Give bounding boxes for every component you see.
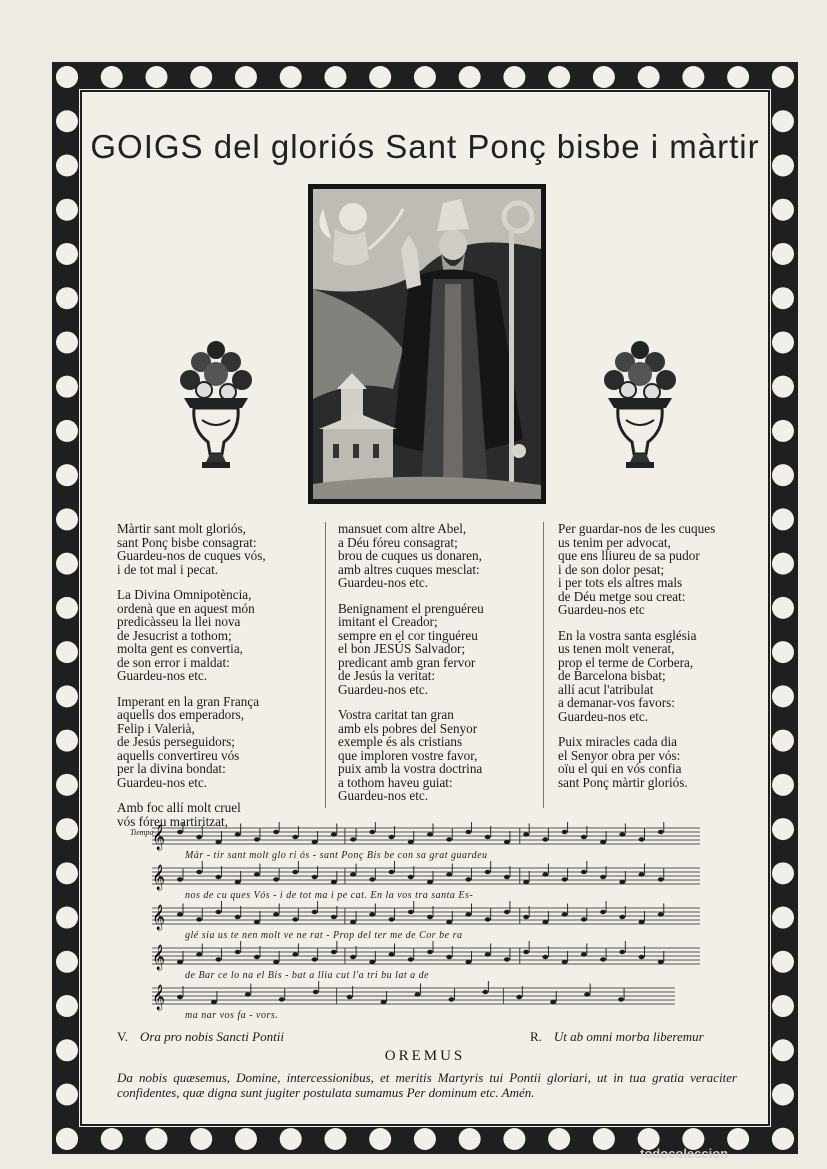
flower-vase-left [176, 330, 256, 480]
verse-line: de Déu metge sou creat: [558, 588, 686, 604]
music-note [254, 920, 260, 924]
verse-line: Felip i Valerià, [117, 720, 195, 736]
oremus-prayer: Da nobis quæsemus, Domine, intercessionibus, et meritis Martyris tui Pontii gloriari, ut in tua gratia veraciter confidentes, quæ digna sunt jugiter postulata sumamus Per dominum etc. Amén. [117, 1070, 737, 1100]
music-note [485, 917, 491, 921]
music-note [215, 840, 221, 844]
music-note [369, 830, 375, 834]
verse-line: el Senyor obra per vós: [558, 747, 681, 763]
verse-line: aquells convertireu vós [117, 747, 240, 763]
music-note [273, 912, 279, 916]
verse-line: de son error i maldat: [117, 654, 230, 670]
verse-line: us tenim per advocat, [558, 534, 671, 550]
music-note [235, 880, 241, 884]
music-note [273, 960, 279, 964]
verse-column-3 [558, 522, 748, 789]
music-note [273, 877, 279, 881]
verse-line: Guardeu-nos etc. [117, 668, 208, 683]
music-note [177, 830, 183, 834]
verse-line: En la vostra santa església [558, 627, 697, 643]
verse-line: sant Ponç màrtir gloriós. [558, 774, 688, 790]
music-note [600, 840, 606, 844]
music-note [292, 952, 298, 956]
treble-clef-icon: 𝄞 [152, 905, 166, 930]
watermark-logo: todocoleccion [640, 1146, 729, 1161]
music-note [235, 950, 241, 954]
music-note [292, 870, 298, 874]
verse-line: Guardeu-nos etc. [117, 774, 208, 790]
music-note [446, 955, 452, 959]
verse-line: de Jesús la veritat: [338, 668, 436, 683]
response-label: R. [530, 1029, 542, 1044]
verse-line: vós fóreu martiritzat, [117, 813, 228, 829]
music-note [639, 837, 645, 841]
music-note [516, 995, 522, 999]
verse-line: us tenen molt venerat, [558, 641, 675, 656]
music-note [542, 872, 548, 876]
music-note [618, 997, 624, 1001]
music-note [562, 912, 568, 916]
music-note [312, 910, 318, 914]
verse-line: predicàsseu la llei nova [117, 614, 241, 629]
music-note [485, 952, 491, 956]
music-note [177, 960, 183, 964]
music-note [350, 837, 356, 841]
music-note [427, 880, 433, 884]
stanza [558, 522, 748, 617]
music-note [446, 837, 452, 841]
music-note [448, 997, 454, 1001]
music-note [347, 995, 353, 999]
music-note [658, 960, 664, 964]
music-note [581, 835, 587, 839]
verse-line: Guardeu-nos etc. [338, 575, 429, 590]
verse-line: de Barcelona bisbat; [558, 668, 666, 683]
music-note [369, 912, 375, 916]
music-note [485, 835, 491, 839]
music-note [523, 950, 529, 954]
music-note [254, 872, 260, 876]
music-note [415, 992, 421, 996]
music-note [581, 870, 587, 874]
music-note [639, 920, 645, 924]
verse-line: Guardeu-nos etc. [558, 708, 649, 724]
music-note [389, 952, 395, 956]
music-note [215, 875, 221, 879]
music-staff [152, 941, 700, 970]
music-note [331, 880, 337, 884]
score-lyric-line: ma nar vos fa - vors. [185, 1010, 279, 1021]
versicle-text: Ora pro nobis Sancti Pontii [139, 1029, 284, 1044]
music-note [254, 837, 260, 841]
music-note [562, 830, 568, 834]
verse-line: de Jesucrist a tothom; [117, 627, 232, 643]
music-note [389, 917, 395, 921]
verse-column-1 [117, 522, 317, 828]
column-divider [325, 522, 326, 808]
verse-line: a tothom haveu guiat: [338, 774, 453, 790]
tempo-label: Tiempo [130, 828, 154, 837]
verse-line: Vostra caritat tan gran [338, 707, 454, 722]
music-note [619, 950, 625, 954]
music-note [313, 990, 319, 994]
music-note [369, 877, 375, 881]
music-note [312, 875, 318, 879]
verse-line: i per tots els altres mals [558, 575, 683, 590]
music-note [619, 880, 625, 884]
music-note [215, 957, 221, 961]
music-note [279, 997, 285, 1001]
stanza [117, 522, 317, 576]
verse-line: amb altres cuques mesclat: [338, 561, 480, 577]
stanza [338, 522, 533, 590]
music-note [292, 835, 298, 839]
music-note [427, 950, 433, 954]
verse-line: Per guardar-nos de les cuques [558, 521, 716, 536]
treble-clef-icon: 𝄞 [152, 985, 166, 1010]
music-note [196, 952, 202, 956]
verse-line: per la divina bondat: [117, 761, 226, 776]
verse-line: prop el terme de Corbera, [558, 654, 694, 670]
music-note [331, 950, 337, 954]
music-note [619, 915, 625, 919]
music-staff [152, 861, 700, 890]
verse-line: a demanar-vos favors: [558, 695, 675, 710]
verse-line: predicant amb gran fervor [338, 654, 476, 670]
music-note [177, 912, 183, 916]
music-note [542, 955, 548, 959]
verse-line: i de son dolor pesat; [558, 561, 665, 577]
music-note [504, 875, 510, 879]
verse-line: ordenà que en aquest món [117, 600, 255, 616]
music-note [658, 912, 664, 916]
music-note [196, 917, 202, 921]
stanza [117, 695, 317, 790]
verse-line: aquells dos emperadors, [117, 707, 245, 722]
music-note [196, 835, 202, 839]
music-note [235, 915, 241, 919]
music-note [350, 872, 356, 876]
music-note [542, 920, 548, 924]
verse-line: Guardeu-nos etc [558, 602, 645, 617]
music-note [196, 870, 202, 874]
music-note [312, 957, 318, 961]
music-staff [152, 981, 675, 1010]
verse-line: brou de cuques us donaren, [338, 548, 482, 563]
music-note [482, 990, 488, 994]
verse-line: amb els pobres del Senyor [338, 720, 478, 736]
verse-line: Màrtir sant molt gloriós, [117, 521, 246, 536]
music-note [273, 830, 279, 834]
music-note [523, 880, 529, 884]
column-divider [543, 522, 544, 808]
music-note [331, 832, 337, 836]
music-note [408, 875, 414, 879]
verse-line: exemple és als cristians [338, 734, 463, 749]
treble-clef-icon: 𝄞 [152, 825, 166, 850]
page-title: GOIGS del gloriós Sant Ponç bisbe i màrtir [90, 128, 760, 165]
verse-line: a Déu fóreu consagrat; [338, 534, 458, 550]
stanza [558, 629, 748, 724]
music-note [523, 832, 529, 836]
versicle [117, 1029, 284, 1045]
music-note [465, 912, 471, 916]
verse-line: Guardeu-nos de cuques vós, [117, 548, 266, 563]
music-note [600, 910, 606, 914]
verse-line: Guardeu-nos etc. [338, 788, 429, 803]
music-note [389, 835, 395, 839]
verse-line: sempre en el cor tinguéreu [338, 627, 478, 643]
music-note [427, 915, 433, 919]
verse-line: Benignament el prenguéreu [338, 600, 484, 616]
music-note [600, 875, 606, 879]
music-note [350, 920, 356, 924]
stanza [338, 602, 533, 697]
treble-clef-icon: 𝄞 [152, 945, 166, 970]
music-note [465, 830, 471, 834]
verse-line: Puix miracles cada dia [558, 734, 678, 749]
verse-line: de Jesús perseguidors; [117, 734, 235, 749]
music-note [446, 872, 452, 876]
music-note [381, 1000, 387, 1004]
music-note [408, 910, 414, 914]
music-note [292, 917, 298, 921]
verse-line: La Divina Omnipotència, [117, 587, 252, 602]
music-note [619, 832, 625, 836]
score-lyric-line: de Bar ce lo na el Bis - bat a llia cut l'a tri bu lat a de [185, 970, 430, 981]
versicle-label: V. [117, 1029, 128, 1044]
verse-line: sant Ponç bisbe consagrat: [117, 534, 257, 550]
verse-column-2 [338, 522, 533, 803]
music-staff [152, 822, 700, 850]
music-note [177, 995, 183, 999]
music-note [465, 877, 471, 881]
verse-line: allí acut l'atribulat [558, 681, 654, 697]
music-note [465, 960, 471, 964]
verse-line: Amb foc allí molt cruel [117, 800, 241, 815]
music-note [245, 992, 251, 996]
music-note [600, 957, 606, 961]
music-note [542, 837, 548, 841]
music-note [408, 840, 414, 844]
music-note [504, 957, 510, 961]
stanza [117, 588, 317, 683]
music-note [581, 917, 587, 921]
treble-clef-icon: 𝄞 [152, 865, 166, 890]
music-note [550, 1000, 556, 1004]
verse-line: que ens lliureu de sa pudor [558, 548, 700, 563]
music-note [504, 840, 510, 844]
music-note [427, 832, 433, 836]
music-note [389, 870, 395, 874]
music-note [562, 877, 568, 881]
verse-line: el bon JESÚS Salvador; [338, 641, 466, 656]
music-note [331, 915, 337, 919]
music-note [504, 910, 510, 914]
music-note [312, 840, 318, 844]
music-note [658, 877, 664, 881]
music-note [254, 955, 260, 959]
verse-line: imitant el Creador; [338, 614, 438, 629]
music-note [211, 1000, 217, 1004]
music-note [658, 830, 664, 834]
music-note [639, 872, 645, 876]
saint-illustration [313, 189, 541, 499]
verse-line: Guardeu-nos etc. [338, 681, 429, 697]
music-note [581, 952, 587, 956]
verse-line: molta gent es convertia, [117, 641, 243, 656]
music-note [350, 955, 356, 959]
score-lyric-line: Màr - tir sant molt glo ri ós - sant Ponç Bis be con sa grat guardeu [185, 850, 488, 861]
response-text: Ut ab omni morba liberemur [553, 1029, 704, 1044]
saint-woodcut-image [308, 184, 546, 504]
music-note [584, 992, 590, 996]
verse-line: que imploren vostre favor, [338, 747, 478, 763]
flower-vase-right [600, 330, 680, 480]
music-staff [152, 901, 700, 930]
music-note [235, 832, 241, 836]
music-note [369, 960, 375, 964]
music-note [639, 955, 645, 959]
stanza [558, 735, 748, 789]
music-note [177, 877, 183, 881]
verse-line: Imperant en la gran França [117, 693, 260, 709]
score-lyric-line: nos de cu ques Vós - i de tot ma i pe cat. En la vos tra santa Es- [185, 890, 474, 901]
music-note [523, 915, 529, 919]
response [530, 1029, 704, 1045]
score-lyric-line: glé sia us te nen molt ve ne rat - Prop del ter me de Cor be ra [185, 930, 463, 941]
music-note [485, 870, 491, 874]
verse-line: puix amb la vostra doctrina [338, 761, 483, 776]
music-note [215, 910, 221, 914]
music-note [408, 957, 414, 961]
stanza [338, 708, 533, 803]
verse-line: i de tot mal i pecat. [117, 561, 219, 577]
verse-line: oïu el qui en vós confia [558, 761, 682, 776]
music-note [562, 960, 568, 964]
oremus-heading: OREMUS [384, 1048, 466, 1064]
music-note [446, 920, 452, 924]
verse-line: mansuet com altre Abel, [338, 521, 467, 536]
